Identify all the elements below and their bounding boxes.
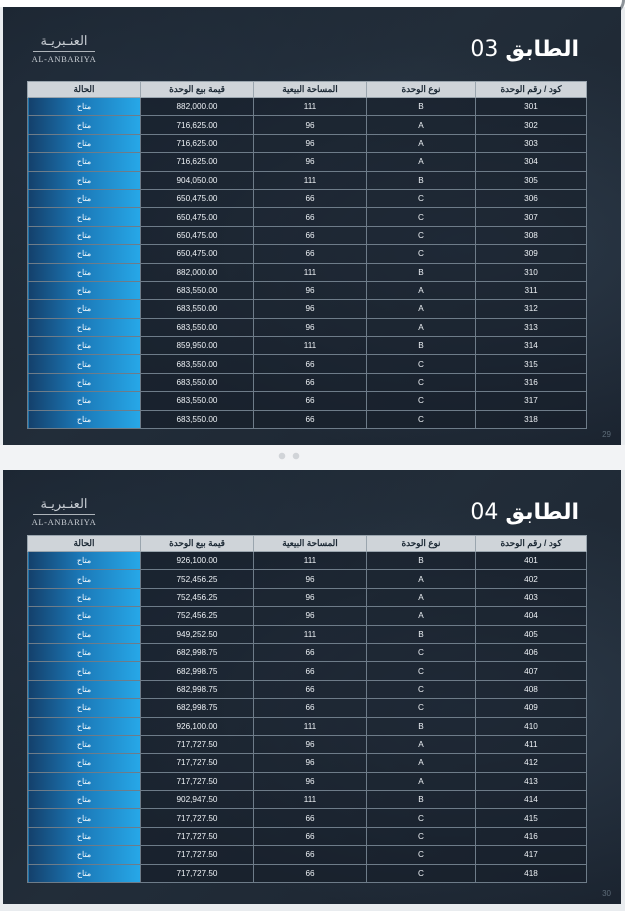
cell-status: متاح xyxy=(28,392,141,410)
cell-sale-price: 949,252.50 xyxy=(141,625,254,643)
cell-unit-type: A xyxy=(367,607,476,625)
cell-status: متاح xyxy=(28,643,141,661)
cell-status: متاح xyxy=(28,809,141,827)
cell-sale-price: 752,456.25 xyxy=(141,588,254,606)
table-row xyxy=(28,791,587,809)
cell-status: متاح xyxy=(28,410,141,428)
cell-sale-area: 111 xyxy=(254,171,367,189)
table-row xyxy=(28,116,587,134)
cell-sale-price: 682,998.75 xyxy=(141,699,254,717)
cell-status: متاح xyxy=(28,552,141,570)
table-row xyxy=(28,226,587,244)
cell-status: متاح xyxy=(28,226,141,244)
logo-arabic-text: العنـبريـة xyxy=(40,34,88,49)
cell-sale-price: 904,050.00 xyxy=(141,171,254,189)
cell-unit-code: 414 xyxy=(476,791,587,809)
cell-sale-area: 96 xyxy=(254,588,367,606)
cell-sale-area: 66 xyxy=(254,809,367,827)
table-row xyxy=(28,662,587,680)
cell-sale-price: 683,550.00 xyxy=(141,355,254,373)
header-status: الحالة xyxy=(28,82,141,98)
cell-unit-code: 408 xyxy=(476,680,587,698)
cell-unit-type: C xyxy=(367,245,476,263)
cell-unit-code: 412 xyxy=(476,754,587,772)
header-unit-code: كود / رقم الوحدة xyxy=(476,82,587,98)
cell-status: متاح xyxy=(28,98,141,116)
cell-sale-price: 859,950.00 xyxy=(141,337,254,355)
table-row xyxy=(28,337,587,355)
cell-unit-type: B xyxy=(367,98,476,116)
cell-unit-code: 304 xyxy=(476,153,587,171)
cell-sale-area: 66 xyxy=(254,864,367,882)
cell-sale-area: 66 xyxy=(254,643,367,661)
table-row xyxy=(28,625,587,643)
cell-unit-code: 310 xyxy=(476,263,587,281)
cell-unit-code: 409 xyxy=(476,699,587,717)
cell-unit-code: 401 xyxy=(476,552,587,570)
cell-unit-code: 404 xyxy=(476,607,587,625)
cell-status: متاح xyxy=(28,699,141,717)
table-row xyxy=(28,189,587,207)
cell-sale-price: 717,727.50 xyxy=(141,864,254,882)
cell-status: متاح xyxy=(28,864,141,882)
cell-sale-price: 882,000.00 xyxy=(141,98,254,116)
cell-unit-code: 402 xyxy=(476,570,587,588)
units-table xyxy=(27,535,587,883)
cell-sale-area: 111 xyxy=(254,791,367,809)
table-row xyxy=(28,643,587,661)
table-row xyxy=(28,570,587,588)
cell-status: متاح xyxy=(28,245,141,263)
cell-unit-code: 307 xyxy=(476,208,587,226)
table-row xyxy=(28,680,587,698)
cell-unit-type: B xyxy=(367,552,476,570)
cell-sale-area: 66 xyxy=(254,680,367,698)
floor-title xyxy=(470,37,579,62)
table-row xyxy=(28,355,587,373)
cell-unit-code: 308 xyxy=(476,226,587,244)
table-row xyxy=(28,171,587,189)
cell-unit-type: B xyxy=(367,625,476,643)
logo-english-text: AL-ANBARIYA xyxy=(31,517,97,527)
cell-status: متاح xyxy=(28,791,141,809)
floor-title xyxy=(470,500,579,525)
cell-unit-type: A xyxy=(367,754,476,772)
cell-sale-area: 96 xyxy=(254,772,367,790)
cell-sale-price: 902,947.50 xyxy=(141,791,254,809)
cell-sale-area: 96 xyxy=(254,153,367,171)
cell-unit-code: 405 xyxy=(476,625,587,643)
cell-sale-price: 650,475.00 xyxy=(141,208,254,226)
table-row xyxy=(28,735,587,753)
cell-unit-type: B xyxy=(367,791,476,809)
cell-sale-area: 66 xyxy=(254,373,367,391)
cell-sale-price: 683,550.00 xyxy=(141,300,254,318)
cell-unit-type: C xyxy=(367,392,476,410)
table-row xyxy=(28,552,587,570)
cell-sale-area: 96 xyxy=(254,134,367,152)
cell-unit-code: 415 xyxy=(476,809,587,827)
cell-status: متاح xyxy=(28,827,141,845)
cell-unit-type: C xyxy=(367,680,476,698)
cell-sale-area: 66 xyxy=(254,392,367,410)
cell-unit-type: C xyxy=(367,809,476,827)
logo-divider xyxy=(33,514,95,515)
header-status: الحالة xyxy=(28,536,141,552)
logo-arabic-text: العنـبريـة xyxy=(40,497,88,512)
cell-sale-area: 66 xyxy=(254,226,367,244)
floor-title-word: الطابق xyxy=(505,37,579,62)
logo-english-text: AL-ANBARIYA xyxy=(31,54,97,64)
table-row xyxy=(28,392,587,410)
cell-unit-type: C xyxy=(367,662,476,680)
cell-unit-code: 407 xyxy=(476,662,587,680)
cell-sale-price: 717,727.50 xyxy=(141,809,254,827)
cell-sale-price: 716,625.00 xyxy=(141,134,254,152)
cell-sale-area: 111 xyxy=(254,263,367,281)
table-row xyxy=(28,373,587,391)
cell-unit-code: 406 xyxy=(476,643,587,661)
cell-unit-type: C xyxy=(367,410,476,428)
cell-sale-price: 683,550.00 xyxy=(141,281,254,299)
brand-logo xyxy=(29,498,99,527)
table-row xyxy=(28,809,587,827)
table-row xyxy=(28,134,587,152)
cell-sale-area: 96 xyxy=(254,735,367,753)
cell-sale-area: 111 xyxy=(254,337,367,355)
table-header-row xyxy=(28,82,587,98)
cell-unit-code: 309 xyxy=(476,245,587,263)
cell-unit-code: 305 xyxy=(476,171,587,189)
cell-unit-type: C xyxy=(367,226,476,244)
cell-sale-price: 683,550.00 xyxy=(141,392,254,410)
cell-sale-area: 66 xyxy=(254,662,367,680)
cell-sale-area: 66 xyxy=(254,699,367,717)
cell-sale-area: 66 xyxy=(254,208,367,226)
brand-logo xyxy=(29,35,99,64)
cell-status: متاح xyxy=(28,680,141,698)
cell-status: متاح xyxy=(28,717,141,735)
units-table xyxy=(27,81,587,429)
cell-status: متاح xyxy=(28,171,141,189)
table-row xyxy=(28,699,587,717)
cell-status: متاح xyxy=(28,134,141,152)
table-row xyxy=(28,827,587,845)
cell-status: متاح xyxy=(28,263,141,281)
cell-sale-area: 66 xyxy=(254,846,367,864)
table-row xyxy=(28,300,587,318)
page-number: 29 xyxy=(602,430,611,439)
logo-divider xyxy=(33,51,95,52)
cell-unit-type: B xyxy=(367,717,476,735)
cell-status: متاح xyxy=(28,772,141,790)
cell-unit-type: A xyxy=(367,134,476,152)
cell-status: متاح xyxy=(28,300,141,318)
cell-sale-area: 66 xyxy=(254,827,367,845)
cell-unit-type: C xyxy=(367,208,476,226)
floor-slide xyxy=(3,7,621,445)
cell-sale-area: 111 xyxy=(254,625,367,643)
separator-watermark xyxy=(276,451,346,461)
table-row xyxy=(28,153,587,171)
cell-sale-price: 716,625.00 xyxy=(141,153,254,171)
table-row xyxy=(28,772,587,790)
top-margin xyxy=(0,0,625,7)
floor-slide xyxy=(3,470,621,904)
cell-sale-price: 682,998.75 xyxy=(141,680,254,698)
cell-sale-price: 683,550.00 xyxy=(141,373,254,391)
table-row xyxy=(28,717,587,735)
cell-unit-code: 303 xyxy=(476,134,587,152)
cell-sale-price: 717,727.50 xyxy=(141,772,254,790)
cell-unit-type: B xyxy=(367,337,476,355)
table-row xyxy=(28,318,587,336)
header-unit-type: نوع الوحدة xyxy=(367,536,476,552)
cell-sale-area: 66 xyxy=(254,189,367,207)
cell-sale-price: 683,550.00 xyxy=(141,410,254,428)
cell-unit-code: 302 xyxy=(476,116,587,134)
cell-unit-type: B xyxy=(367,263,476,281)
table-row xyxy=(28,846,587,864)
cell-status: متاح xyxy=(28,281,141,299)
header-unit-code: كود / رقم الوحدة xyxy=(476,536,587,552)
table-row xyxy=(28,864,587,882)
table-row xyxy=(28,98,587,116)
cell-sale-area: 96 xyxy=(254,300,367,318)
cell-sale-price: 926,100.00 xyxy=(141,552,254,570)
cell-unit-type: A xyxy=(367,588,476,606)
cell-sale-area: 66 xyxy=(254,245,367,263)
cell-sale-price: 882,000.00 xyxy=(141,263,254,281)
floor-title-word: الطابق xyxy=(505,500,579,525)
cell-status: متاح xyxy=(28,189,141,207)
cell-unit-type: C xyxy=(367,699,476,717)
header-sale-price: قيمة بيع الوحدة xyxy=(141,536,254,552)
cell-status: متاح xyxy=(28,355,141,373)
cell-sale-area: 96 xyxy=(254,754,367,772)
page-number: 30 xyxy=(602,889,611,898)
cell-status: متاح xyxy=(28,754,141,772)
cell-sale-price: 717,727.50 xyxy=(141,846,254,864)
cell-sale-area: 96 xyxy=(254,607,367,625)
cell-sale-price: 682,998.75 xyxy=(141,643,254,661)
cell-status: متاح xyxy=(28,588,141,606)
table-row xyxy=(28,588,587,606)
cell-sale-area: 96 xyxy=(254,318,367,336)
cell-status: متاح xyxy=(28,153,141,171)
cell-unit-code: 314 xyxy=(476,337,587,355)
table-header-row xyxy=(28,536,587,552)
cell-status: متاح xyxy=(28,208,141,226)
cell-sale-area: 111 xyxy=(254,98,367,116)
cell-sale-price: 650,475.00 xyxy=(141,245,254,263)
cell-unit-type: A xyxy=(367,735,476,753)
cell-sale-area: 66 xyxy=(254,355,367,373)
cell-sale-price: 717,727.50 xyxy=(141,827,254,845)
cell-unit-type: A xyxy=(367,281,476,299)
cell-unit-type: A xyxy=(367,318,476,336)
cell-unit-code: 312 xyxy=(476,300,587,318)
cell-unit-type: A xyxy=(367,772,476,790)
cell-status: متاح xyxy=(28,735,141,753)
table-row xyxy=(28,607,587,625)
table-row xyxy=(28,245,587,263)
cell-sale-price: 926,100.00 xyxy=(141,717,254,735)
cell-sale-area: 96 xyxy=(254,570,367,588)
header-sale-area: المساحة البيعية xyxy=(254,82,367,98)
cell-unit-code: 316 xyxy=(476,373,587,391)
cell-unit-type: C xyxy=(367,643,476,661)
cell-sale-area: 111 xyxy=(254,717,367,735)
cell-status: متاح xyxy=(28,846,141,864)
cell-unit-code: 411 xyxy=(476,735,587,753)
cell-unit-code: 413 xyxy=(476,772,587,790)
cell-unit-code: 311 xyxy=(476,281,587,299)
cell-unit-code: 317 xyxy=(476,392,587,410)
table-row xyxy=(28,754,587,772)
cell-sale-area: 66 xyxy=(254,410,367,428)
cell-sale-area: 96 xyxy=(254,116,367,134)
floor-title-number: 03 xyxy=(470,37,499,62)
table-row xyxy=(28,263,587,281)
cell-unit-type: C xyxy=(367,827,476,845)
cell-sale-price: 682,998.75 xyxy=(141,662,254,680)
cell-unit-code: 403 xyxy=(476,588,587,606)
cell-sale-price: 716,625.00 xyxy=(141,116,254,134)
cell-unit-code: 410 xyxy=(476,717,587,735)
table-row xyxy=(28,208,587,226)
header-sale-price: قيمة بيع الوحدة xyxy=(141,82,254,98)
cell-status: متاح xyxy=(28,318,141,336)
cell-unit-type: B xyxy=(367,171,476,189)
cell-unit-code: 313 xyxy=(476,318,587,336)
cell-unit-code: 301 xyxy=(476,98,587,116)
cell-unit-code: 306 xyxy=(476,189,587,207)
cell-status: متاح xyxy=(28,607,141,625)
cell-sale-price: 717,727.50 xyxy=(141,735,254,753)
cell-unit-code: 315 xyxy=(476,355,587,373)
cell-sale-price: 752,456.25 xyxy=(141,607,254,625)
cell-unit-type: A xyxy=(367,116,476,134)
cell-status: متاح xyxy=(28,570,141,588)
cell-sale-price: 650,475.00 xyxy=(141,226,254,244)
header-sale-area: المساحة البيعية xyxy=(254,536,367,552)
cell-unit-code: 416 xyxy=(476,827,587,845)
cell-unit-code: 418 xyxy=(476,864,587,882)
floor-title-number: 04 xyxy=(470,500,499,525)
cell-sale-price: 683,550.00 xyxy=(141,318,254,336)
cell-sale-price: 650,475.00 xyxy=(141,189,254,207)
cell-status: متاح xyxy=(28,625,141,643)
cell-unit-type: A xyxy=(367,300,476,318)
cell-unit-type: A xyxy=(367,153,476,171)
cell-unit-type: C xyxy=(367,846,476,864)
cell-sale-price: 752,456.25 xyxy=(141,570,254,588)
table-row xyxy=(28,410,587,428)
cell-unit-code: 318 xyxy=(476,410,587,428)
header-unit-type: نوع الوحدة xyxy=(367,82,476,98)
cell-status: متاح xyxy=(28,116,141,134)
cell-status: متاح xyxy=(28,373,141,391)
cell-unit-code: 417 xyxy=(476,846,587,864)
cell-unit-type: C xyxy=(367,355,476,373)
cell-status: متاح xyxy=(28,337,141,355)
cell-sale-price: 717,727.50 xyxy=(141,754,254,772)
cell-unit-type: C xyxy=(367,189,476,207)
cell-sale-area: 111 xyxy=(254,552,367,570)
cell-unit-type: A xyxy=(367,570,476,588)
cell-unit-type: C xyxy=(367,864,476,882)
table-row xyxy=(28,281,587,299)
cell-status: متاح xyxy=(28,662,141,680)
cell-sale-area: 96 xyxy=(254,281,367,299)
cell-unit-type: C xyxy=(367,373,476,391)
